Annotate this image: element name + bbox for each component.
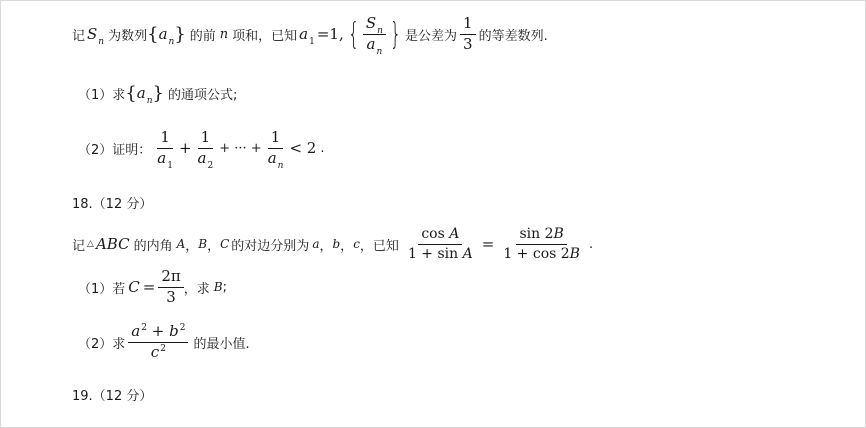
subscript-n: n [377, 26, 383, 37]
subscript-n: n [277, 160, 284, 171]
part-label: （2）求 [78, 336, 126, 352]
fraction-sin2B [500, 226, 583, 261]
cos: cos [421, 226, 445, 243]
symbol-a: a [136, 84, 146, 102]
numerator: 2π [158, 268, 183, 287]
equals-sign: = [142, 278, 156, 296]
superscript-2: 2 [179, 323, 186, 334]
symbol-S: S [87, 25, 98, 43]
right-brace: } [174, 23, 186, 45]
subscript-n: n [98, 37, 105, 47]
subscript-2: 2 [207, 160, 214, 171]
comma: ， [207, 238, 221, 254]
symbol-C: C [128, 278, 140, 296]
text: 的通项公式; [167, 87, 238, 103]
symbol-B: B [569, 245, 580, 262]
text: 的最小值. [193, 336, 250, 352]
sin-2: sin 2 [519, 226, 554, 243]
left-brace: { [347, 16, 360, 52]
one-plus-cos-2: 1 + cos 2 [503, 245, 570, 262]
comma: ， [340, 238, 354, 254]
symbol-c: c [353, 237, 360, 251]
fraction-1-over-a2 [195, 128, 217, 171]
fraction-1-over-an [265, 128, 287, 171]
symbol-b: b [332, 237, 341, 251]
text: 为数列 [108, 28, 148, 44]
fraction-1-over-a1 [154, 128, 176, 171]
right-brace: } [152, 82, 164, 104]
left-brace: { [125, 82, 137, 104]
p18-part2 [78, 320, 250, 364]
symbol-A: A [462, 245, 473, 262]
symbol-A: A [176, 237, 186, 251]
subscript-1: 1 [309, 37, 315, 47]
symbol-B: B [553, 226, 564, 243]
symbol-a: a [299, 25, 309, 43]
text: ，已知 [359, 238, 399, 254]
superscript-2: 2 [141, 323, 147, 334]
triangle-symbol: △ [87, 239, 94, 249]
text: 的等差数列. [478, 28, 548, 44]
symbol-S: S [365, 14, 377, 33]
symbol-a: a [158, 25, 168, 43]
denominator: 3 [166, 287, 176, 306]
p17-statement [72, 14, 548, 57]
symbol-b: b [169, 322, 179, 341]
fraction-a2-plus-b2-over-c2 [128, 323, 188, 361]
symbol-a: a [157, 148, 167, 167]
one-plus-sin: 1 + sin [407, 245, 459, 262]
p18-part1 [78, 268, 227, 306]
question-label: 19.（12 分） [72, 388, 153, 404]
symbol-C: C [220, 237, 230, 251]
symbol-c: c [150, 342, 160, 361]
p17-part2 [78, 126, 324, 170]
text: 的对边分别为 [231, 238, 310, 254]
symbol-ABC: ABC [95, 235, 130, 253]
fraction-cosA [405, 226, 476, 261]
numerator: 1 [268, 129, 284, 148]
period: . [588, 236, 594, 252]
right-brace: } [389, 16, 402, 52]
comma: ， [319, 238, 333, 254]
subscript-n: n [376, 46, 383, 57]
text: 是公差为 [405, 28, 458, 44]
text: 记 [72, 28, 86, 44]
symbol-a: a [131, 322, 141, 341]
symbol-B: B [213, 280, 223, 294]
semicolon: ; [222, 279, 227, 295]
text: 的前 [189, 28, 216, 44]
subscript-n: n [168, 37, 175, 47]
comma: ， [185, 238, 199, 254]
question-18-header [72, 192, 152, 212]
text: 项和，已知 [232, 28, 298, 44]
subscript-n: n [146, 96, 153, 106]
fraction-Sn-over-an [363, 14, 386, 57]
numerator: 1 [198, 129, 214, 148]
plus-dots-plus: + ··· + [219, 140, 262, 156]
fraction-2pi-over-3 [158, 268, 183, 306]
text: 记 [72, 238, 86, 254]
period: . [320, 140, 325, 156]
superscript-2: 2 [160, 343, 166, 354]
numerator: 1 [460, 15, 476, 34]
text: 的内角 [133, 238, 173, 254]
symbol-A: A [449, 226, 460, 243]
fraction-one-third [460, 15, 476, 53]
symbol-a: a [197, 148, 207, 167]
symbol-a: a [312, 237, 320, 251]
question-19-header [72, 384, 152, 404]
text: ，求 [183, 281, 210, 297]
less-than-two: < 2 [289, 139, 317, 157]
question-label: 18.（12 分） [72, 196, 153, 212]
p17-part1 [78, 80, 237, 106]
part-label: （1）求 [78, 87, 126, 103]
equals-one: =1, [316, 25, 344, 43]
symbol-a: a [267, 148, 277, 167]
plus-sign: + [178, 139, 192, 157]
numerator: 1 [157, 129, 173, 148]
left-brace: { [147, 23, 159, 45]
symbol-n: n [219, 26, 229, 42]
equals-sign: = [481, 235, 495, 253]
part-label: （2）证明： [78, 142, 152, 158]
denominator: 3 [463, 34, 473, 53]
p18-statement [72, 222, 593, 266]
plus-sign: + [151, 322, 165, 341]
subscript-1: 1 [167, 160, 173, 171]
symbol-B: B [198, 237, 208, 251]
symbol-a: a [366, 34, 376, 53]
part-label: （1）若 [78, 281, 126, 297]
